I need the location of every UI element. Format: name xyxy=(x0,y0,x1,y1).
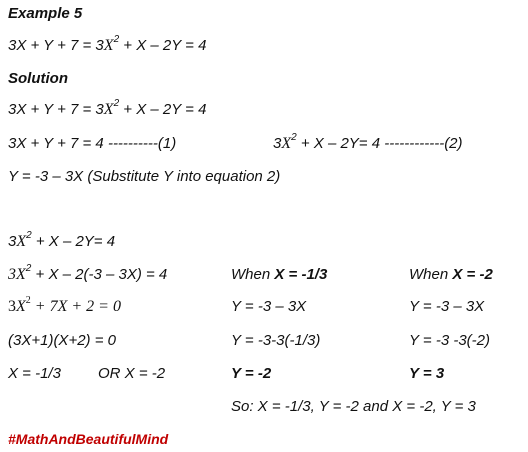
restated-equation xyxy=(8,98,207,119)
problem-equation-rhs: + X – 2Y = 4 xyxy=(119,37,207,54)
restated-equation-rhs: + X – 2Y = 4 xyxy=(119,101,207,118)
equation-2-exponent: 2 xyxy=(291,132,297,143)
left-step-4: (3X+1)(X+2) = 0 xyxy=(8,332,116,349)
case-1-line-1: Y = -3 – 3X xyxy=(231,298,307,315)
left-step-1-var: X xyxy=(16,233,27,250)
equation-2-coef: 3 xyxy=(273,135,282,152)
hashtag: #MathAndBeautifulMind xyxy=(8,431,169,447)
case-2-header xyxy=(409,266,493,284)
case-2-line-1: Y = -3 – 3X xyxy=(409,298,485,315)
equation-1: 3X + Y + 7 = 4 ----------(1) xyxy=(8,135,177,152)
left-step-3-rest: + 7X + 2 = 0 xyxy=(30,298,121,315)
case-1-when-prefix: When xyxy=(231,266,275,283)
conclusion: So: X = -1/3, Y = -2 and X = -2, Y = 3 xyxy=(231,398,476,415)
left-step-3-exponent: 2 xyxy=(25,294,31,306)
left-step-2-exponent: 2 xyxy=(25,263,32,274)
problem-equation-exponent: 2 xyxy=(113,34,120,45)
left-step-3-coef: 3 xyxy=(8,298,16,315)
restated-equation-lhs: 3X + Y + 7 = 3 xyxy=(8,101,104,118)
equation-2-rest: + X – 2Y= 4 ------------(2) xyxy=(296,135,463,152)
left-step-2 xyxy=(8,263,168,284)
roots-first: X = -1/3 xyxy=(8,365,61,382)
left-step-1-rest: + X – 2Y= 4 xyxy=(31,233,116,250)
case-2-when-value: X = -2 xyxy=(452,266,493,283)
left-step-2-coef: 3 xyxy=(8,266,16,283)
case-2-line-2: Y = -3 -3(-2) xyxy=(409,332,490,349)
left-step-2-rest: + X – 2(-3 – 3X) = 4 xyxy=(31,266,168,283)
case-1-line-2: Y = -3-3(-1/3) xyxy=(231,332,321,349)
case-1-result: Y = -2 xyxy=(231,365,272,382)
left-step-1-coef: 3 xyxy=(8,233,17,250)
left-step-2-var: X xyxy=(16,266,26,283)
restated-equation-var: X xyxy=(103,101,114,118)
roots-second: OR X = -2 xyxy=(98,365,166,382)
restated-equation-exponent: 2 xyxy=(113,98,120,109)
case-2-when-prefix: When xyxy=(409,266,453,283)
case-2-result: Y = 3 xyxy=(409,365,445,382)
solution-heading: Solution xyxy=(8,70,68,87)
left-step-3 xyxy=(8,294,121,316)
problem-equation-lhs: 3X + Y + 7 = 3 xyxy=(8,37,104,54)
case-1-when-value: X = -1/3 xyxy=(274,266,328,283)
case-1-header xyxy=(231,266,327,284)
problem-equation xyxy=(8,34,207,55)
left-step-1-exponent: 2 xyxy=(26,230,32,241)
problem-equation-var: X xyxy=(103,37,114,54)
example-title: Example 5 xyxy=(8,5,83,22)
equation-2 xyxy=(273,132,463,153)
equation-2-var: X xyxy=(281,135,292,152)
substitution-line: Y = -3 – 3X (Substitute Y into equation 2) xyxy=(8,168,281,185)
left-step-1 xyxy=(8,230,116,251)
left-step-3-var: X xyxy=(16,298,26,315)
